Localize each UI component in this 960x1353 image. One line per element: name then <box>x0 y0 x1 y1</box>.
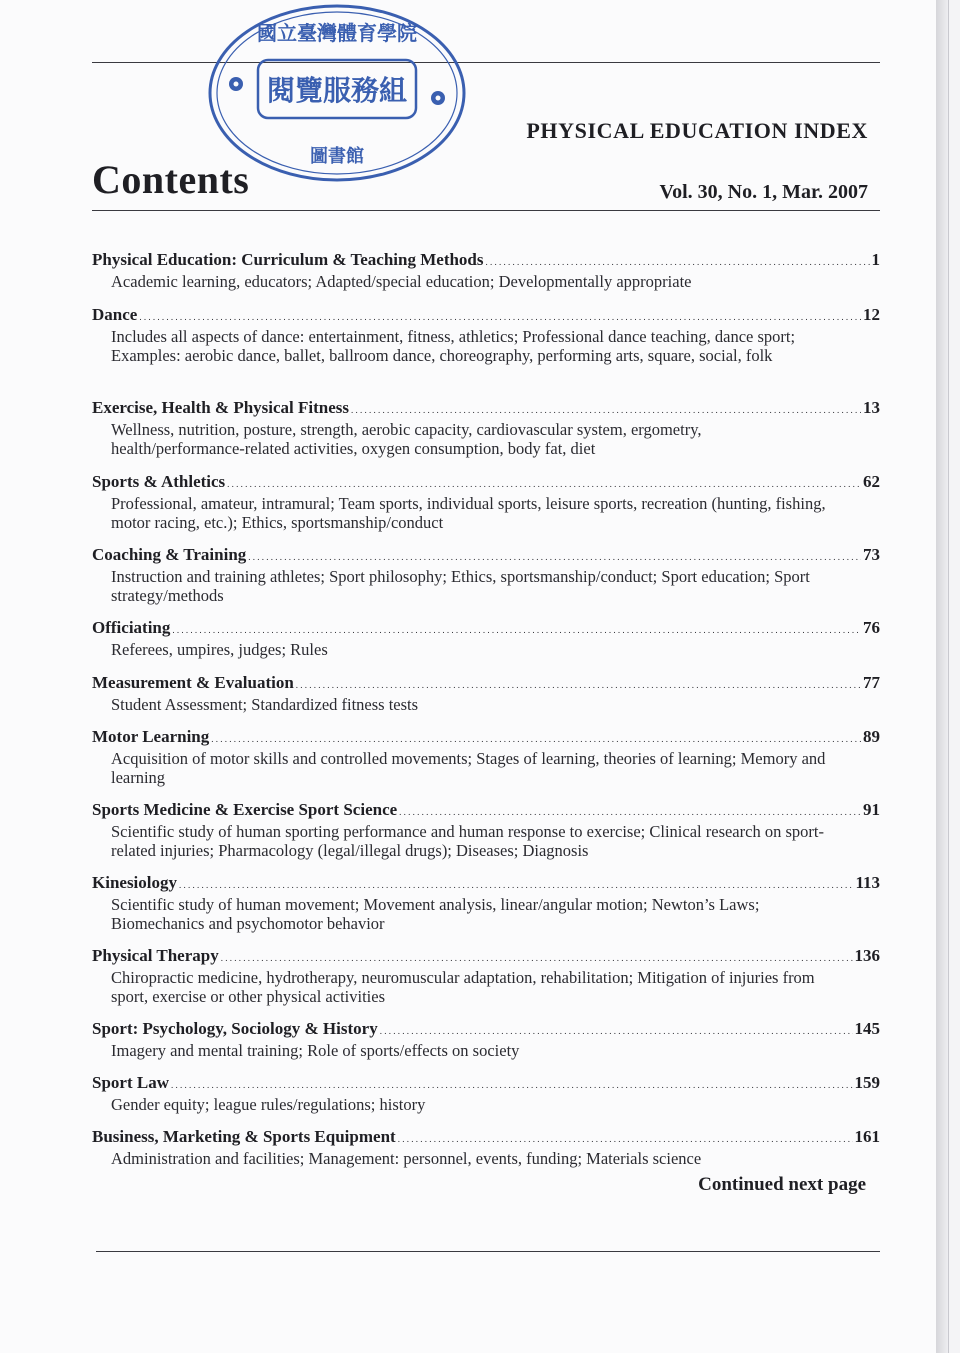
dot-leader <box>172 618 861 640</box>
entry-page: 13 <box>863 398 880 417</box>
dot-leader <box>171 1073 853 1095</box>
entry-title: Measurement & Evaluation <box>92 673 294 692</box>
dot-leader <box>399 800 861 822</box>
dot-leader <box>351 398 861 420</box>
entry-title: Business, Marketing & Sports Equipment <box>92 1127 396 1146</box>
entry-title: Sport Law <box>92 1073 169 1092</box>
dot-leader <box>248 545 861 567</box>
dot-leader <box>139 305 861 327</box>
entry-page: 91 <box>863 800 880 819</box>
header-rule <box>92 210 880 211</box>
stamp-bottom-text: 圖書館 <box>310 146 364 167</box>
entry-description: Imagery and mental training; Role of sports/effects on society <box>111 1041 520 1060</box>
entry-page: 136 <box>854 946 880 965</box>
entry-description: Chiropractic medicine, hydrotherapy, neuromuscular adaptation, rehabilitation; Mitigation of injuries from sport, exercise or other physical activities <box>111 968 815 1006</box>
dot-leader <box>221 946 853 968</box>
entry-title: Dance <box>92 305 138 324</box>
toc-entry <box>92 873 880 933</box>
entry-page: 12 <box>863 305 880 324</box>
toc-entry <box>92 618 880 659</box>
toc-entry <box>92 1073 880 1114</box>
entry-title: Sports & Athletics <box>92 472 226 491</box>
entry-title: Officiating <box>92 618 171 637</box>
toc-entry <box>92 545 880 605</box>
toc-entry <box>92 472 880 532</box>
entry-description: Professional, amateur, intramural; Team sports, individual sports, leisure sports, recreation (hunting, fishing, motor racing, etc.); Ethics, sportsmanship/conduct <box>111 494 826 532</box>
entry-page: 76 <box>863 618 880 637</box>
journal-name: PHYSICAL EDUCATION INDEX <box>526 118 868 143</box>
toc-entry <box>92 1127 880 1168</box>
issue-info: Vol. 30, No. 1, Mar. 2007 <box>659 181 868 203</box>
entry-page: 113 <box>855 873 880 892</box>
entry-page: 1 <box>871 250 880 269</box>
entry-title: Sport: Psychology, Sociology & History <box>92 1019 378 1038</box>
entry-description: Gender equity; league rules/regulations; history <box>111 1095 426 1114</box>
dot-leader <box>227 472 861 494</box>
toc-entry <box>92 305 880 365</box>
entry-page: 73 <box>863 545 880 564</box>
page-edge <box>936 0 948 1353</box>
toc-entry <box>92 398 880 458</box>
dot-leader <box>380 1019 853 1041</box>
dot-leader <box>296 673 861 695</box>
entry-title: Motor Learning <box>92 727 210 746</box>
entry-description: Referees, umpires, judges; Rules <box>111 640 328 659</box>
entry-title: Sports Medicine & Exercise Sport Science <box>92 800 398 819</box>
contents-title: Contents <box>92 157 250 202</box>
stamp-inner-text: 閱覽服務組 <box>266 74 408 107</box>
entry-page: 145 <box>854 1019 880 1038</box>
entry-page: 89 <box>863 727 880 746</box>
entry-description: Academic learning, educators; Adapted/special education; Developmentally appropriate <box>111 272 692 291</box>
toc-entry <box>92 800 880 860</box>
entry-page: 159 <box>854 1073 880 1092</box>
entry-page: 62 <box>863 472 880 491</box>
entry-description: Acquisition of motor skills and controlled movements; Stages of learning, theories of learning; Memory and learning <box>111 749 826 787</box>
entry-title: Kinesiology <box>92 873 178 892</box>
entry-description: Includes all aspects of dance: entertainment, fitness, athletics; Professional dance teaching, dance sport; Examples: aerobic dance, ballet, ballroom dance, choreography, performing arts, square, social, folk <box>111 327 796 365</box>
dot-leader <box>398 1127 853 1149</box>
entry-description: Scientific study of human sporting performance and human response to exercise; Clinical research on sport-related injuries; Pharmacology (legal/illegal drugs); Diseases; Diagnosis <box>111 822 824 860</box>
toc-entry <box>92 727 880 787</box>
dot-leader <box>211 727 861 749</box>
entry-description: Student Assessment; Standardized fitness tests <box>111 695 419 714</box>
entry-title: Exercise, Health & Physical Fitness <box>92 398 350 417</box>
stamp-outer-text: 國立臺灣體育學院 <box>257 21 417 45</box>
entry-description: Administration and facilities; Management: personnel, events, funding; Materials science <box>111 1149 702 1168</box>
entry-title: Physical Education: Curriculum & Teaching Methods <box>92 250 484 269</box>
entry-description: Scientific study of human movement; Movement analysis, linear/angular motion; Newton’s Laws; Biomechanics and psychomotor behavior <box>111 895 760 933</box>
entry-description: Instruction and training athletes; Sport philosophy; Ethics, sportsmanship/conduct; Sport education; Sport strategy/methods <box>111 567 810 605</box>
toc-entry <box>92 946 880 1006</box>
entry-description: Wellness, nutrition, posture, strength, aerobic capacity, cardiovascular system, ergometry, health/performance-related activities, oxygen consumption, body fat, diet <box>111 420 702 458</box>
toc-entry <box>92 250 880 291</box>
toc-entry <box>92 1019 880 1060</box>
entry-title: Physical Therapy <box>92 946 219 965</box>
continued-next-page: Continued next page <box>698 1174 866 1195</box>
toc-entry <box>92 673 880 714</box>
dot-leader <box>179 873 853 895</box>
entry-title: Coaching & Training <box>92 545 247 564</box>
dot-leader <box>486 250 870 272</box>
bottom-rule <box>96 1251 880 1252</box>
entry-page: 161 <box>854 1127 880 1146</box>
entry-page: 77 <box>863 673 880 692</box>
